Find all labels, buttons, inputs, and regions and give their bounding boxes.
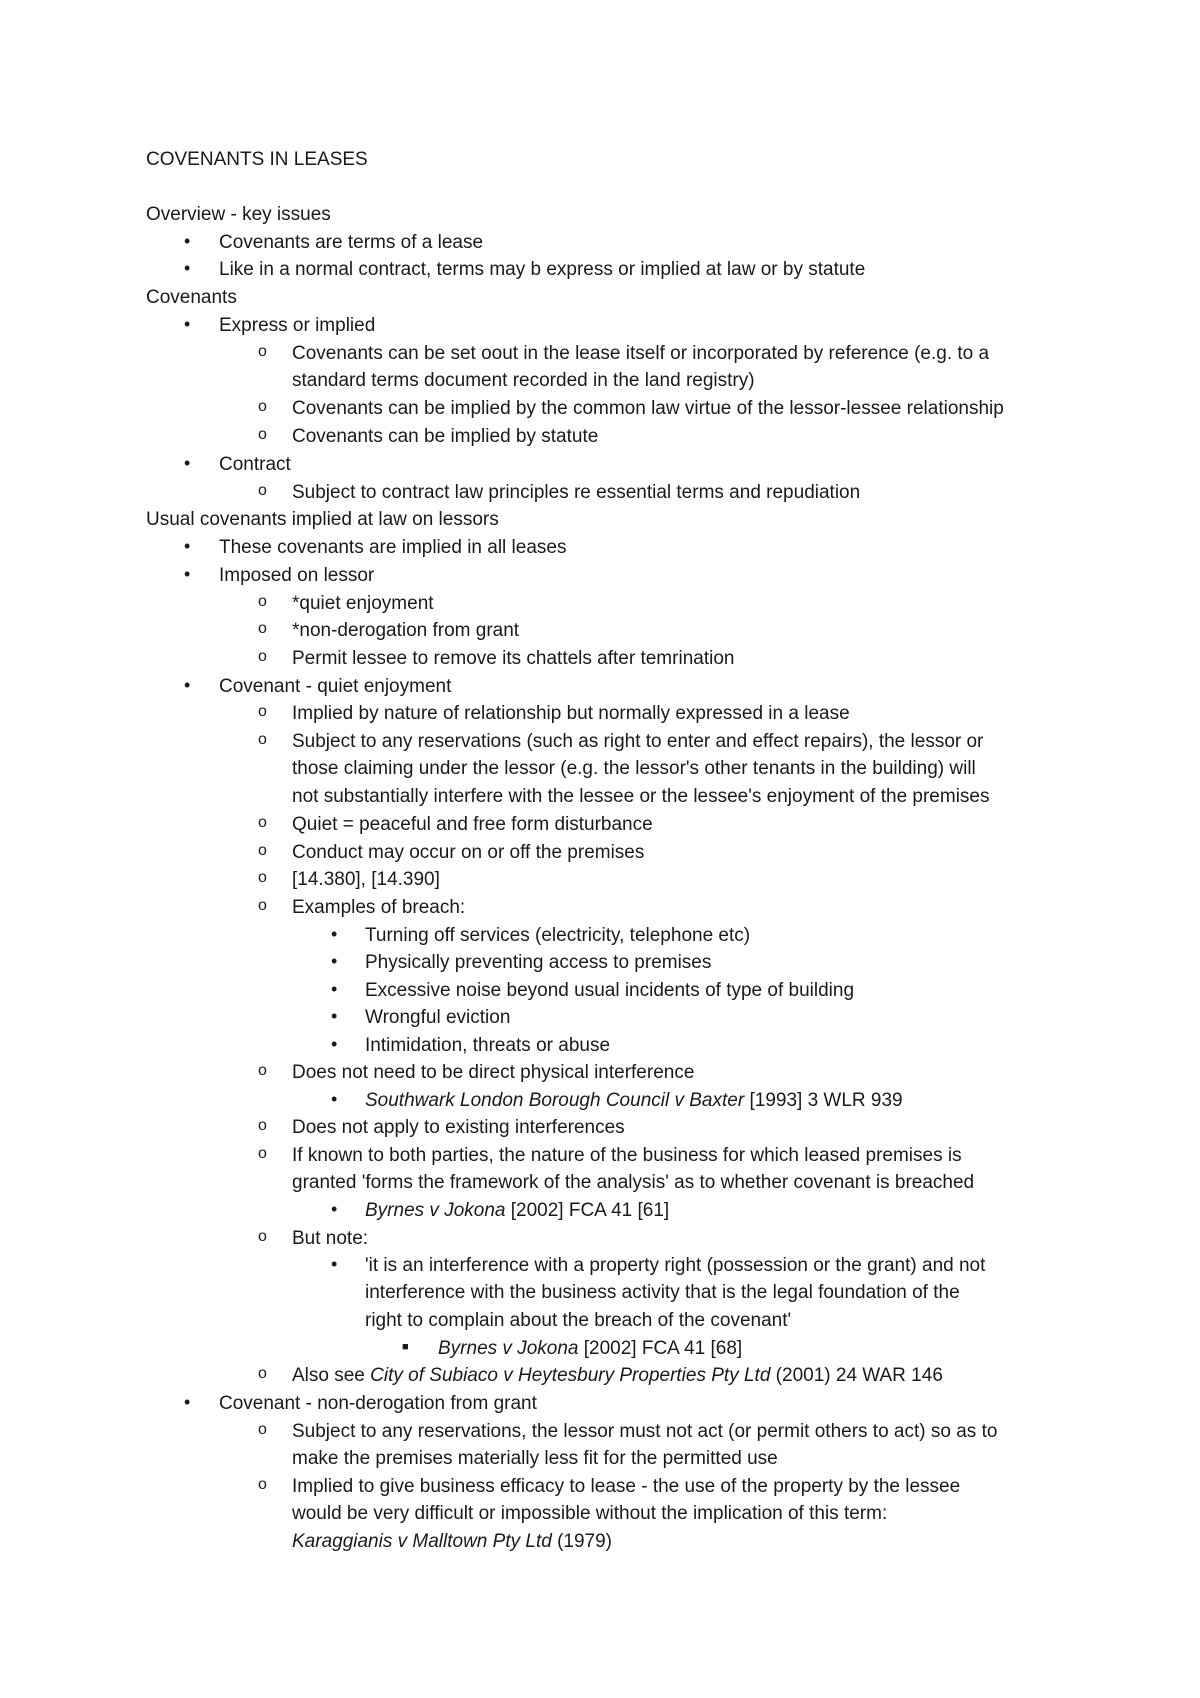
list-item: Express or implied: [219, 315, 376, 336]
list-item: Intimidation, threats or abuse: [365, 1035, 611, 1056]
list-item: Implied by nature of relationship but normally expressed in a lease: [292, 703, 850, 724]
circle-bullet-icon: o: [258, 648, 267, 665]
list-item: Subject to any reservations (such as right to enter and effect repairs), the lessor or: [292, 731, 984, 752]
case-citation: [365, 1199, 669, 1223]
list-item: Covenants can be set oout in the lease itself or incorporated by reference (e.g. to a: [292, 343, 990, 364]
list-item: These covenants are implied in all leases: [219, 537, 567, 558]
circle-bullet-icon: o: [258, 593, 267, 610]
case-reference: [2002] FCA 41 [61]: [510, 1200, 670, 1221]
bullet-icon: •: [331, 1089, 338, 1109]
case-reference: [1993] 3 WLR 939: [749, 1090, 903, 1111]
circle-bullet-icon: o: [258, 1117, 267, 1134]
bullet-icon: •: [184, 231, 191, 251]
case-reference: [2002] FCA 41 [68]: [583, 1338, 743, 1359]
list-item: Covenants can be implied by the common law virtue of the lessor-lessee relationship: [292, 398, 1004, 419]
list-item: Excessive noise beyond usual incidents of type of building: [365, 980, 855, 1001]
bullet-icon: •: [184, 564, 191, 584]
circle-bullet-icon: o: [258, 426, 267, 443]
bullet-icon: •: [331, 1034, 338, 1054]
list-item-continuation: would be very difficult or impossible without the implication of this term:: [292, 1503, 888, 1524]
square-bullet-icon: ■: [402, 1341, 409, 1353]
circle-bullet-icon: o: [258, 703, 267, 720]
list-item-continuation: standard terms document recorded in the land registry): [292, 370, 755, 391]
list-item: Covenant - quiet enjoyment: [219, 676, 452, 697]
circle-bullet-icon: o: [258, 1145, 267, 1162]
list-item: Wrongful eviction: [365, 1007, 511, 1028]
quote-line: right to complain about the breach of the covenant': [365, 1310, 792, 1331]
list-item: Does not need to be direct physical interference: [292, 1062, 695, 1083]
page-title: COVENANTS IN LEASES: [146, 149, 368, 170]
circle-bullet-icon: o: [258, 1365, 267, 1382]
list-item-continuation: make the premises materially less fit for the permitted use: [292, 1448, 778, 1469]
case-citation: [292, 1364, 943, 1388]
list-item: Quiet = peaceful and free form disturbance: [292, 814, 653, 835]
bullet-icon: •: [331, 1006, 338, 1026]
list-item: Conduct may occur on or off the premises: [292, 842, 645, 863]
list-item: Imposed on lessor: [219, 565, 375, 586]
circle-bullet-icon: o: [258, 1421, 267, 1438]
list-item-continuation: not substantially interfere with the lessee or the lessee's enjoyment of the premises: [292, 786, 990, 807]
list-item: Covenant - non-derogation from grant: [219, 1393, 537, 1414]
list-item: Covenants are terms of a lease: [219, 232, 484, 253]
list-item: *quiet enjoyment: [292, 593, 434, 614]
bullet-icon: •: [331, 979, 338, 999]
list-item: Does not apply to existing interferences: [292, 1117, 625, 1138]
circle-bullet-icon: o: [258, 869, 267, 886]
case-reference: (2001) 24 WAR 146: [775, 1365, 943, 1386]
circle-bullet-icon: o: [258, 482, 267, 499]
circle-bullet-icon: o: [258, 1476, 267, 1493]
overview-heading: Overview - key issues: [146, 204, 331, 225]
case-name: Southwark London Borough Council v Baxter: [365, 1090, 745, 1111]
list-item: Examples of breach:: [292, 897, 466, 918]
circle-bullet-icon: o: [258, 1228, 267, 1245]
case-reference: (1979): [557, 1531, 612, 1552]
quote-line: 'it is an interference with a property right (possession or the grant) and not: [365, 1255, 986, 1276]
bullet-icon: •: [184, 453, 191, 473]
bullet-icon: •: [331, 1199, 338, 1219]
list-item: Like in a normal contract, terms may b express or implied at law or by statute: [219, 259, 866, 280]
circle-bullet-icon: o: [258, 814, 267, 831]
list-item-continuation: granted 'forms the framework of the analysis' as to whether covenant is breached: [292, 1172, 975, 1193]
case-name: Byrnes v Jokona: [365, 1200, 506, 1221]
list-item: Contract: [219, 454, 291, 475]
list-item: Subject to any reservations, the lessor must not act (or permit others to act) so as to: [292, 1421, 998, 1442]
circle-bullet-icon: o: [258, 398, 267, 415]
list-item: [14.380], [14.390]: [292, 869, 440, 890]
bullet-icon: •: [184, 675, 191, 695]
list-item: Physically preventing access to premises: [365, 952, 712, 973]
bullet-icon: •: [331, 924, 338, 944]
case-citation: [292, 1530, 612, 1554]
circle-bullet-icon: o: [258, 897, 267, 914]
list-item: Turning off services (electricity, telephone etc): [365, 925, 751, 946]
circle-bullet-icon: o: [258, 343, 267, 360]
bullet-icon: •: [184, 1392, 191, 1412]
list-item: Permit lessee to remove its chattels after temrination: [292, 648, 735, 669]
bullet-icon: •: [184, 536, 191, 556]
covenants-heading: Covenants: [146, 287, 237, 308]
case-name: Byrnes v Jokona: [438, 1338, 579, 1359]
circle-bullet-icon: o: [258, 1062, 267, 1079]
bullet-icon: •: [331, 1254, 338, 1274]
case-name: Karaggianis v Malltown Pty Ltd: [292, 1531, 552, 1552]
bullet-icon: •: [331, 951, 338, 971]
circle-bullet-icon: o: [258, 731, 267, 748]
list-item: *non-derogation from grant: [292, 620, 520, 641]
also-see-label: Also see: [292, 1365, 365, 1386]
quote-line: interference with the business activity that is the legal foundation of the: [365, 1282, 960, 1303]
list-item: If known to both parties, the nature of the business for which leased premises is: [292, 1145, 962, 1166]
circle-bullet-icon: o: [258, 620, 267, 637]
case-citation: [365, 1089, 903, 1113]
list-item: Implied to give business efficacy to lease - the use of the property by the lessee: [292, 1476, 961, 1497]
list-item-continuation: those claiming under the lessor (e.g. the lessor's other tenants in the building) will: [292, 758, 976, 779]
list-item: Subject to contract law principles re essential terms and repudiation: [292, 482, 861, 503]
case-name: City of Subiaco v Heytesbury Properties Pty Ltd: [370, 1365, 771, 1386]
usual-covenants-heading: Usual covenants implied at law on lessors: [146, 509, 499, 530]
bullet-icon: •: [184, 314, 191, 334]
list-item: Covenants can be implied by statute: [292, 426, 599, 447]
bullet-icon: •: [184, 258, 191, 278]
case-citation: [438, 1337, 742, 1361]
list-item: But note:: [292, 1228, 369, 1249]
circle-bullet-icon: o: [258, 842, 267, 859]
